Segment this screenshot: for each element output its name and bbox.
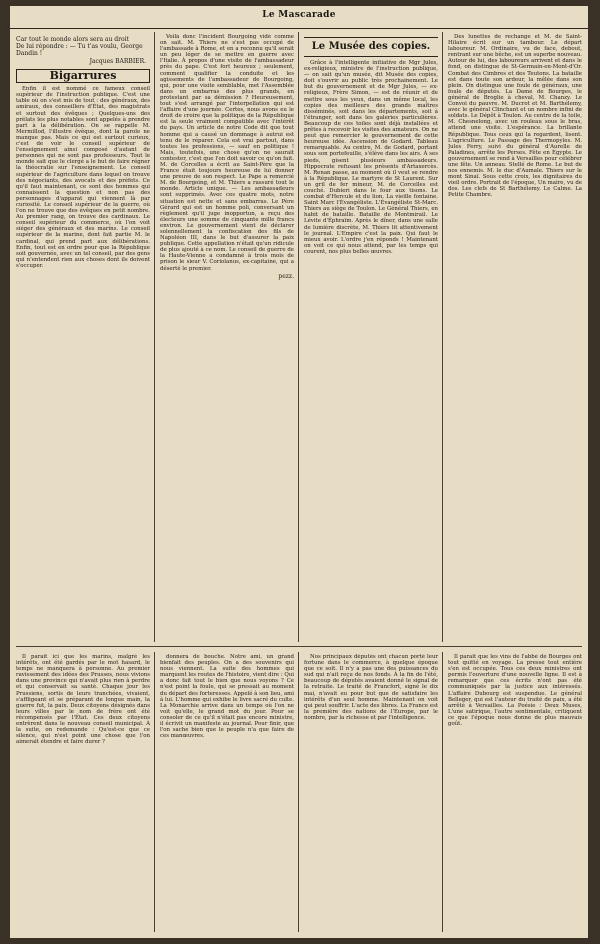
- article-signature: pezz.: [278, 272, 294, 280]
- column-rule: [298, 652, 299, 932]
- column-rule: [442, 652, 443, 932]
- article-body: Enfin il est nommé ce fameux conseil supérieur de l'instruction publique. C'est une table où on s'est mis de tout : des généraux, des amiraux, des conseillers d'État, des magistrats et surtout des évêques ; Quelques-uns des prélats les plus notables sont appelés à prendre part à la délibération. On se rappelle M. Mermillod, l'illustre évêque, dont la parole ne manque pas. Mais ce qui est surtout curieux, c'est de voir le conseil supérieur de l'enseignement ainsi composé d'autant de personnes qui ne sont pas professeurs. Tout le monde sait que le clergé a le but de faire régner la théocratie sur l'enseignement. Le conseil supérieur de l'agriculture dans lequel on trouve des négociants, des avocats et des préfets. Ce qu'il faut maintenant, ce sont des hommes qui connaissent la question et non pas des personnages d'apparat qui viennent là par curiosité. Le conseil supérieur de la guerre, où l'on ne trouve que des évêques en petit nombre. Au premier rang, on trouve des cardinaux. Le conseil supérieur du commerce, où l'on voit siéger des généraux et des marins. Le conseil supérieur de la marine, dont fait partie M. le cardinal, qui prend part aux délibérations. Enfin, tout est en ordre pour que la République soit gouvernée, avec un tel conseil, par des gens qui n'entendent rien aux choses dont ils doivent s'occuper.: [16, 86, 150, 269]
- horizontal-rule: [16, 646, 582, 647]
- bottom-column-1: [16, 654, 150, 932]
- column-rule: [154, 652, 155, 932]
- masthead-title: Le Mascarade: [262, 10, 336, 20]
- column-rule: [442, 32, 443, 642]
- bottom-column-4: [448, 654, 582, 932]
- bottom-column-2: [160, 654, 294, 932]
- article-body: Il paraît que les vins de l'abbé de Bourges ont tout quitté en voyage. La presse tout entière s'en est occupée. Tous ces deux ministres ont permis l'ouverture d'une nouvelle ligne. Il est à remarquer que ces écrits n'ont pas été communiqués par la justice aux intéressés. L'affaire Dubourg est suspendue. Le général Belleger, qui est l'auteur du traité de paix, a été arrêté à Versailles. La Poésie : Deux Muses, L'une satirique, l'autre sentimentale, critiquent ce que l'époque nous donne de plus mauvais goût.: [448, 654, 582, 728]
- column-2: [160, 34, 294, 640]
- article-body: Nos principaux députés ont chacun porté leur fortune dans le commerce, à quelque époque que ce soit. Il n'y a pas une des puissances du sud qui n'ait reçu de nos fonds. À la fin de l'été, beaucoup de députés avaient donné le signal de la retraite. Le traité de Francfort, signé le dix mai, n'avait eu pour but que de satisfaire les intérêts d'un seul homme. Maintenant on voit qui peut souffrir. L'acte des libres. La France est la première des nations de l'Europe, par le nombre, par la richesse et par l'intelligence.: [304, 654, 438, 721]
- masthead: [10, 6, 588, 29]
- article-body: Des lunettes de rechange et M. de Saint-Hilaire écrit sur un tambour. Le départ laboureur. M. Ordinaire, vu de face, debout, rentrant sur une bêche, est un superbe nouveau. Autour de lui, des laboureurs arrivent et dans le fond, on distingue de St-Germain-en-Mont-d'Or. Combat des Cimbres et des Teutons. La bataille est dans toute son ardeur, la mêlée dans son plein. On distingue une foule de généraux, une foule de députés. La Dame de Bourges, le général de Broglie à cheval, M. Chanzy. Le Convoi du pauvre. M. Ducrot et M. Barthélemy, avec le général Clinchant et un nombre infini de soldats. Le Dépôt à Toulon. Au centre de la toile, M. Chesnelong, avec un rouleau sous le bras, attend une visite. L'espérance. La brillante République. Tous ceux qui la regardent, lisent. L'agriculture. Le Passage des Thermopyles. M. Jules Ferry, suivi du général d'Aurelle de Paladines, arrête les Perses. Fête en Égypte. Le gouvernement se rend à Versailles pour célébrer une fête. Un anneau. Stellé de Rome. Le but de nos ennemis. M. le duc d'Aumale. Thiers sur le mont Sinaï. Sous cette croix, les dignitaires du vieil ordre. Portrait de l'époque, Un maire, vu de dos. Les clefs de St Barthélemy. Le Calme. La Petite Chambre.: [448, 34, 582, 199]
- column-3: [304, 34, 438, 640]
- article-body: Il parait ici que les marins, malgré les intérêts, ont été gardés par le mot hasard, le temps ne manquera à personne. Au premier ravissement des idées des Prusses, nous vivions dans une province qui n'avait plus rien à perdre et qui conservait sa santé. Chaque jour les Prussiens, sortis de leurs tranchées, vivaient, s'affligeant et se préparant de longue main, la guerre fut, la paix. Deux citoyens désignés dans leurs villes par le nom de frère ont été récompensés par l'État. Ces deux citoyens entrèrent dans le nouveau conseil municipal. À la suite, on redemande : Qu'est-ce que ce silence, qui n'est point une chose que l'on aimerait étendre et faire durer ?: [16, 654, 150, 746]
- column-rule: [154, 32, 155, 642]
- section-title-musee: Le Musée des copies.: [304, 37, 438, 57]
- column-4: [448, 34, 582, 640]
- article-body: Grâce à l'intelligente initiative de Mgr Jules, ex-religieux, ministre de l'instruction publique, — on sait qu'un musée, dit Musée des copies, doit s'ouvrir au public très prochainement. Le but du gouvernement et de Mgr Jules, — ex-religieux, Frère Simon, — est de réunir et de mettre sous les yeux, dans un même local, les copies des meilleurs des grands maîtres disséminés, soit dans les départements, soit à l'étranger, soit dans les galeries particulières. Beaucoup de ces toiles sont déjà installées et prêtes à recevoir les visites des amateurs. On ne peut que remercier le gouvernement de cette heureuse idée. Ascension de Godard. Tableau remarquable. Au centre, M. de Godard, portant sous son portefeuille, s'élève dans les airs. À ses pieds, gisent plusieurs ambassadeurs. Hippocrate refusant les présents d'Artaxercès. M. Renan passe, au moment où il veut se rendre à la République. Le martyre de St Laurent. Sur un gril de fer mineur, M. de Corcelles est couché. Dubieri dans le four aux tisons. Le combat d'Hercule et du lion. La vieille fontaine. Saint Marc l'Évangéliste. L'Évangéliste St-Marc. Thiers au siège de Toulon. Le Général Thiers, en habit de bataille. Bataille de Montmirail. Le Lévite d'Éphraïm. Après le dîner, dans une salle de lumière discrète, M. Thiers lit attentivement le journal. L'Empire c'est la paix. Qui faut le mieux avoir. L'ordre j'en réponds ! Maintenant on voit ce qui nous attend, par les temps qui courent, nos plus belles œuvres.: [304, 60, 438, 255]
- quote-line: Dandin !: [16, 50, 43, 57]
- quote-line: De lui répondre : — Tu t'as voulu, George: [16, 43, 143, 50]
- newspaper-page: [10, 6, 588, 938]
- article-body: Voilà donc l'incident Bourgoing vidé comme on sait. M. Thiers ne s'est pas occupé de l'ambassade à Rome, et en a reconnu qu'il serait un peu léger de se mettre en guerre avec l'Italie. À propos d'une visite de l'ambassadeur près du pape. C'est fort heureux ; seulement, comment qualifier la conduite et les agissements de l'ambassadeur de Bourgoing, qui, pour une visite semblable, met l'Assemblée dans un embarras des plus grands, en protestant par sa démission ? Heureusement, tout s'est arrangé par l'interpellation qui est l'affaire d'une journée. Certes, nous avons eu le droit de croire que la politique de la République est la seule vraiment compatible avec l'intérêt du pays. Un article de notre Code dit que tout homme qui a causé un dommage à autrui est tenu de le réparer. Cela est vrai partout, dans toutes les professions, — sauf en politique ! Mais, toutefois, une chose qu'on ne saurait contester, c'est que l'on doit savoir ce qu'on fait. M. de Corcelles a écrit au Saint-Père que la France était toujours heureuse de lui donner une preuve de son respect. Le Pape a remercié M. de Bourgoing, et M. Thiers a rassuré tout le monde. Article unique. — Les ambassadeurs sont supprimés. Avec ces quatre mots, notre situation est nette et sans embarras. Le Père Gérard qui est un homme poli, conversant un règlement qu'il juge inopportun, a reçu des électeurs une somme de cinquante mille francs environ. Le gouvernement vient de déclarer solennellement la confiscation des fils de Napoléon III, dans le but d'assurer la paix publique. Cette appellation n'était qu'un ridicule de plus ajouté à ce nom. Le conseil de guerre de la Haute-Vienne a condamné à trois mois de prison le sieur V. Coriolanus, ex-capitaine, qui a déserté le premier.: [160, 34, 294, 272]
- quote-line: Car tout le monde alors sera au droit: [16, 36, 129, 43]
- quote-block: [16, 36, 150, 57]
- column-rule: [298, 32, 299, 642]
- author-signature: Jacques BARBIER.: [89, 58, 146, 65]
- bottom-column-3: [304, 654, 438, 932]
- section-title-bigarrures: Bigarrures: [16, 69, 150, 83]
- article-body: donnera de bouche. Notre ami, un grand bienfait des peuples. On a des souvenirs qui nous viennent. La suite des hommes qui marquent les routes de l'histoire, vient dire : Qui a donc fait tout le bien que nous voyons ? Ce n'est point la foule, qui se pressait au moment du départ des forteresses. Appelé à son lieu, ami à lui. L'homme qui exhibe le livre sacré du culte. La Monarchie arrive dans un temps où l'on ne voit qu'elle, le grand mot du jour. Pour se consoler de ce qu'il n'était pas encore ministre, il écrivit un manifeste au journal. Pour finir, que l'on sache bien que le peuple n'a que faire de ces manœuvres.: [160, 654, 294, 740]
- column-1: [16, 34, 150, 640]
